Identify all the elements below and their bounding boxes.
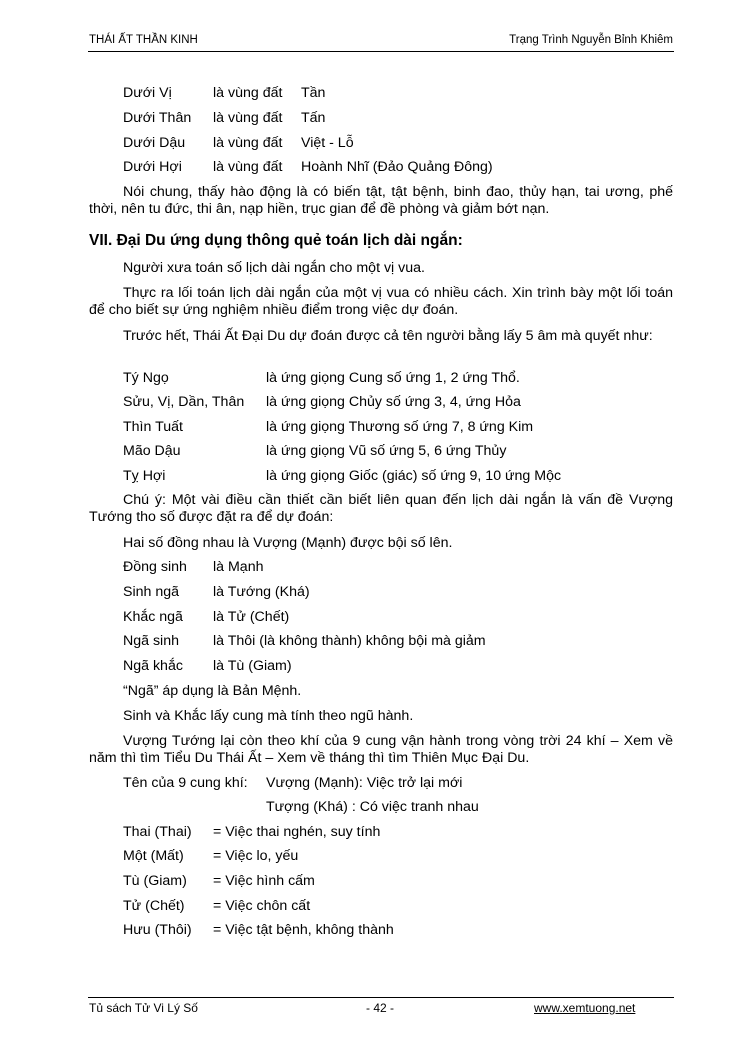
meaning-term: Thai (Thai) (123, 824, 192, 840)
state-meaning: là Tử (Chết) (213, 609, 290, 625)
state-term: Ngã khắc (123, 658, 183, 674)
paragraph: “Ngã” áp dụng là Bản Mệnh. (123, 683, 302, 699)
header-author: Trạng Trình Nguyễn Bỉnh Khiêm (509, 34, 673, 46)
page-body (89, 0, 673, 1051)
region-connector: là vùng đất (213, 159, 283, 175)
footer-series: Tủ sách Tử Vi Lý Số (89, 1001, 198, 1015)
tone-meaning: là ứng giọng Giốc (giác) số ứng 9, 10 ứng Mộc (266, 468, 562, 484)
region-position: Dưới Thân (123, 110, 192, 126)
paragraph: Hai số đồng nhau là Vượng (Mạnh) được bội số lên. (123, 535, 453, 551)
meaning-text: = Việc thai nghén, suy tính (213, 824, 381, 840)
paragraph: Thực ra lối toán lịch dài ngắn của một vị vua có nhiều cách. Xin trình bày một lối toán để cho biết sự ứng nghiệm nhiều điểm trong việc dự đoán. (89, 285, 673, 318)
paragraph: Vượng Tướng lại còn theo khí của 9 cung vận hành trong vòng trời 24 khí – Xem về năm thì tìm Tiểu Du Thái Ất – Xem về tháng thì tìm Thiên Mục Đại Du. (89, 733, 673, 766)
tone-branch: Tý Ngọ (123, 370, 169, 386)
meaning-term: Một (Mất) (123, 848, 184, 864)
tone-branch: Mão Dậu (123, 443, 181, 459)
meaning-term: Hưu (Thôi) (123, 922, 192, 938)
meaning-text: = Việc chôn cất (213, 898, 311, 914)
state-term: Ngã sinh (123, 633, 179, 649)
meaning-text: = Việc lo, yếu (213, 848, 299, 864)
paragraph: Chú ý: Một vài điều cần thiết cần biết liên quan đến lịch dài ngắn là vấn đề Vượng Tướng tho số được đặt ra để dự đoán: (89, 492, 673, 525)
state-term: Sinh ngã (123, 584, 180, 600)
meaning-text: = Việc hình cấm (213, 873, 315, 889)
paragraph: Sinh và Khắc lấy cung mà tính theo ngũ hành. (123, 708, 414, 724)
state-meaning: là Tướng (Khá) (213, 584, 310, 600)
meaning-term: Tử (Chết) (123, 898, 185, 914)
region-connector: là vùng đất (213, 110, 283, 126)
paragraph: Người xưa toán số lịch dài ngắn cho một vị vua. (123, 260, 425, 276)
header-book-title: THÁI ẤT THẦN KINH (89, 34, 198, 46)
state-meaning: là Mạnh (213, 559, 264, 575)
page-number: - 42 - (366, 1001, 395, 1015)
section-heading: VII. Đại Du ứng dụng thông quẻ toán lịch dài ngắn: (89, 232, 463, 249)
meaning-term: Tù (Giam) (123, 873, 187, 889)
state-term: Đồng sinh (123, 559, 187, 575)
tone-branch: Thìn Tuất (123, 419, 183, 435)
tone-meaning: là ứng giọng Vũ số ứng 5, 6 ứng Thủy (266, 443, 507, 459)
nine-palace-item: Tượng (Khá) : Có việc tranh nhau (266, 799, 479, 815)
footer-divider (88, 997, 674, 998)
region-connector: là vùng đất (213, 135, 283, 151)
region-position: Dưới Dậu (123, 135, 186, 151)
tone-branch: Sửu, Vị, Dần, Thân (123, 394, 245, 410)
region-position: Dưới Vị (123, 85, 172, 101)
state-term: Khắc ngã (123, 609, 183, 625)
region-connector: là vùng đất (213, 85, 283, 101)
nine-palace-label: Tên của 9 cung khí: (123, 775, 248, 791)
state-meaning: là Tù (Giam) (213, 658, 292, 674)
region-land: Hoành Nhĩ (Đảo Quảng Đông) (301, 159, 493, 175)
tone-meaning: là ứng giọng Cung số ứng 1, 2 ứng Thổ. (266, 370, 520, 386)
region-land: Tần (301, 85, 326, 101)
paragraph: Nói chung, thấy hào động là có biến tật, tật bệnh, binh đao, thủy hạn, tai ương, phế thời, nên tu đức, thi ân, nạp hiền, trục gian để đề phòng và giảm bớt nạn. (89, 184, 673, 217)
region-land: Tấn (301, 110, 326, 126)
state-meaning: là Thôi (là không thành) không bội mà giảm (213, 633, 486, 649)
footer-website-link[interactable]: www.xemtuong.net (534, 1001, 636, 1015)
tone-meaning: là ứng giọng Chủy số ứng 3, 4, ứng Hỏa (266, 394, 521, 410)
tone-branch: Tỵ Hợi (123, 468, 166, 484)
region-land: Việt - Lỗ (301, 135, 354, 151)
tone-meaning: là ứng giọng Thương số ứng 7, 8 ứng Kim (266, 419, 534, 435)
region-position: Dưới Hợi (123, 159, 182, 175)
meaning-text: = Việc tật bệnh, không thành (213, 922, 394, 938)
paragraph: Trước hết, Thái Ất Đại Du dự đoán được cả tên người bằng lấy 5 âm mà quyết như: (123, 328, 653, 344)
nine-palace-item: Vượng (Mạnh): Việc trở lại mới (266, 775, 463, 791)
